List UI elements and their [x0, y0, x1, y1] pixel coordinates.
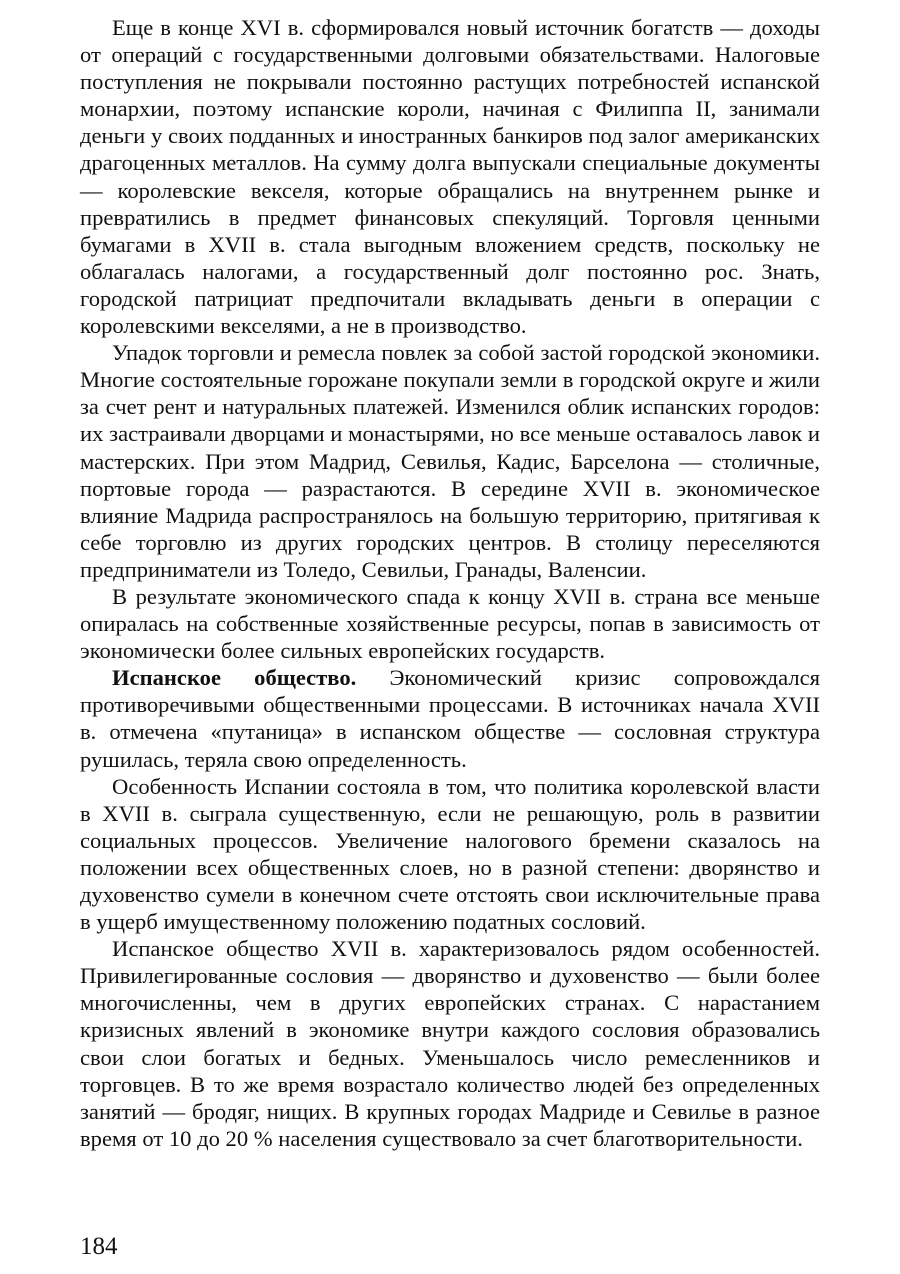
paragraph-royal-policy: [80, 773, 820, 936]
paragraph-text: Еще в конце XVI в. сформировался новый источник богатств — доходы от операций с государственными долговыми обязательствами. Налоговые поступления не покрывали постоянно растущих потребностей испанской монархии, поэтому испанские короли, начиная с Филиппа II, занимали деньги у своих подданных и иностранных банкиров под залог американских драгоценных металлов. На сумму долга выпускали специальные документы — королевские векселя, которые обращались на внутреннем рынке и превратились в предмет финансовых спекуляций. Торговля ценными бумагами в XVII в. стала выгодным вложением средств, поскольку не облагалась налогами, а государственный долг постоянно рос. Знать, городской патрициат предпочитали вкладывать деньги в операции с королевскими векселями, а не в производство.: [80, 15, 820, 339]
page-number: 184: [80, 1233, 118, 1260]
paragraph-text: Испанское общество XVII в. характеризовалось рядом особенностей. Привилегированные сословия — дворянство и духовенство — были более многочисленны, чем в других европейских странах. С нарастанием кризисных явлений в экономике внутри каждого сословия образовались свои слои богатых и бедных. Уменьшалось число ремесленников и торговцев. В то же время возрастало количество людей без определенных занятий — бродяг, нищих. В крупных городах Мадриде и Севилье в разное время от 10 до 20 % населения существовало за счет благотворительности.: [80, 936, 820, 1151]
paragraph-text: Особенность Испании состояла в том, что политика королевской власти в XVII в. сыграла существенную, если не решающую, роль в развитии социальных процессов. Увеличение налогового бремени сказалось на положении всех общественных слоев, но в разной степени: дворянство и духовенство сумели в конечном счете отстоять свои исключительные права в ущерб имущественному положению податных сословий.: [80, 773, 820, 935]
paragraph-urban-economy: [80, 339, 820, 583]
paragraph-text: В результате экономического спада к концу XVII в. страна все меньше опиралась на собственные хозяйственные ресурсы, попав в зависимость от экономически более сильных европейских государств.: [80, 583, 820, 664]
paragraph-spanish-society: [80, 664, 820, 772]
section-heading: Испанское общество.: [112, 665, 357, 691]
paragraph-state-debt: [80, 14, 820, 339]
paragraph-economic-decline: [80, 583, 820, 664]
paragraph-text: Упадок торговли и ремесла повлек за собой застой городской экономики. Многие состоятельные горожане покупали земли в городской округе и жили за счет рент и натуральных платежей. Изменился облик испанских городов: их застраивали дворцами и монастырями, но все меньше оставалось лавок и мастерских. При этом Мадрид, Севилья, Кадис, Барселона — столичные, портовые города — разрастаются. В середине XVII в. экономическое влияние Мадрида распространялось на большую территорию, притягивая к себе торговлю из других городских центров. В столицу переселяются предприниматели из Толедо, Севильи, Гранады, Валенсии.: [80, 340, 820, 582]
paragraph-text: Экономический кризис сопровождался противоречивыми общественными процессами. В источниках начала XVII в. отмечена «путаница» в испанском обществе — сословная структура рушилась, теряла свою определенность.: [80, 665, 821, 772]
paragraph-society-features: [80, 935, 820, 1152]
page-body-text: [80, 14, 820, 1152]
